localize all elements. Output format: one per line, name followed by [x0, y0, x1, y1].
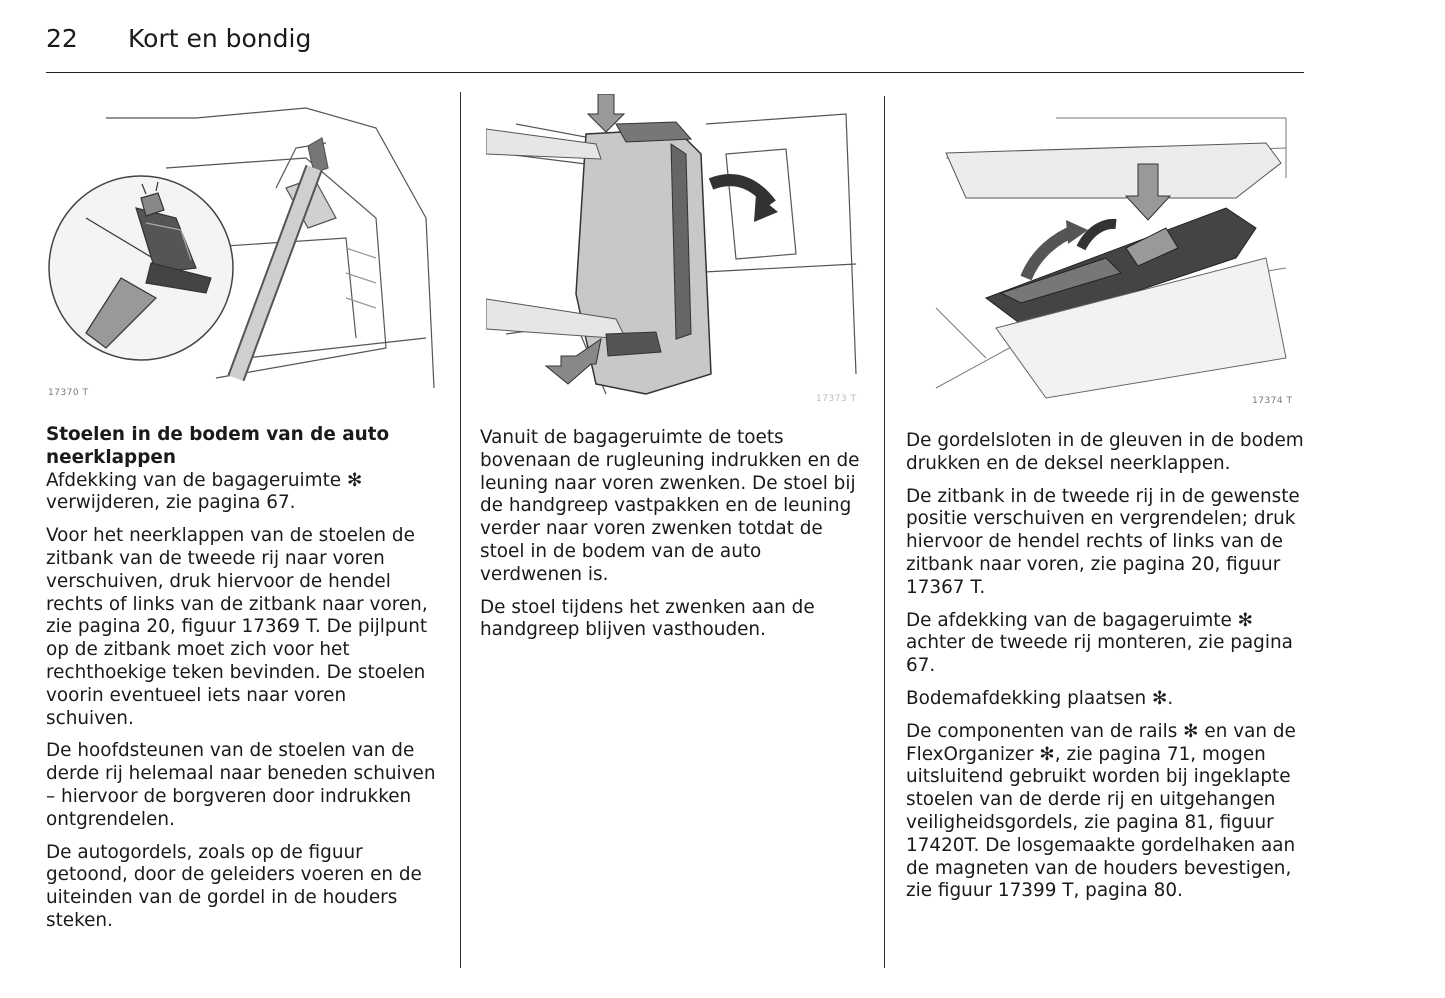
page-header	[46, 20, 1304, 74]
paragraph: Bodemafdekking plaatsen ✻.	[906, 687, 1174, 709]
paragraph: Vanuit de bagageruimte de toets bovenaan de rugleuning indrukken en de leuning naar voren zwenken. De stoel bij de handgreep vastpakken en de leuning verder naar voren zwenken totdat de stoel in de bodem van de auto verdwenen is.	[480, 427, 860, 585]
paragraph: De autogordels, zoals op de figuur getoond, door de geleiders voeren en de uiteinden van de gordel in de houders steken.	[46, 841, 422, 931]
column-divider-1	[460, 92, 461, 968]
figure-seatbelt-holder	[46, 98, 436, 398]
figure-id: 17370 T	[48, 388, 89, 398]
paragraph: De zitbank in de tweede rij in de gewenste positie verschuiven en vergrendelen; druk hiervoor de hendel rechts of links van de zitbank naar voren, zie pagina 20, figuur 17367 T.	[906, 485, 1300, 598]
column-divider-2	[884, 96, 885, 968]
paragraph: De hoofdsteunen van de stoelen van de derde rij helemaal naar beneden schuiven – hiervoor de borgveren door indrukken ontgrendelen.	[46, 740, 436, 830]
page-title: Kort en bondig	[128, 24, 312, 53]
paragraph: Afdekking van de bagageruimte ✻ verwijderen, zie pagina 67.	[46, 469, 363, 514]
paragraph: Voor het neerklappen van de stoelen de zitbank van de tweede rij naar voren verschuiven, druk hiervoor de hendel rechts of links van de zitbank naar voren, zie pagina 20, figuur 17369 T. De pijlpunt op de zitbank moet zich voor het rechthoekige teken bevinden. De stoelen voorin eventueel iets naar voren schuiven.	[46, 525, 428, 729]
folding-seat-illustration	[486, 94, 866, 404]
figure-folding-seat	[486, 94, 866, 404]
figure-belt-buckle-floor	[906, 98, 1306, 408]
seatbelt-holder-illustration	[46, 98, 436, 398]
header-divider	[46, 72, 1304, 73]
paragraph: De componenten van de rails ✻ en van de FlexOrganizer ✻, zie pagina 71, mogen uitsluitend gebruikt worden bij ingeklapte stoelen van de derde rij en uitgehangen veiligheidsgordels, zie pagina 81, figuur 17420T. De losgemaakte gordelhaken aan de magneten van de houders bevestigen, zie figuur 17399 T, pagina 80.	[906, 720, 1296, 902]
column-right	[906, 430, 1304, 913]
column-left	[46, 424, 438, 943]
column-middle	[480, 427, 868, 652]
belt-buckle-floor-illustration	[906, 98, 1306, 408]
figure-id: 17373 T	[816, 394, 857, 404]
paragraph: De stoel tijdens het zwenken aan de handgreep blijven vasthouden.	[480, 596, 815, 641]
figure-id: 17374 T	[1252, 396, 1293, 406]
page-number: 22	[46, 24, 78, 53]
paragraph: De afdekking van de bagageruimte ✻ achter de tweede rij monteren, zie pagina 67.	[906, 609, 1293, 677]
section-heading: Stoelen in de bodem van de auto neerklappen	[46, 424, 390, 468]
paragraph: De gordelsloten in de gleuven in de bodem drukken en de deksel neerklappen.	[906, 430, 1304, 474]
